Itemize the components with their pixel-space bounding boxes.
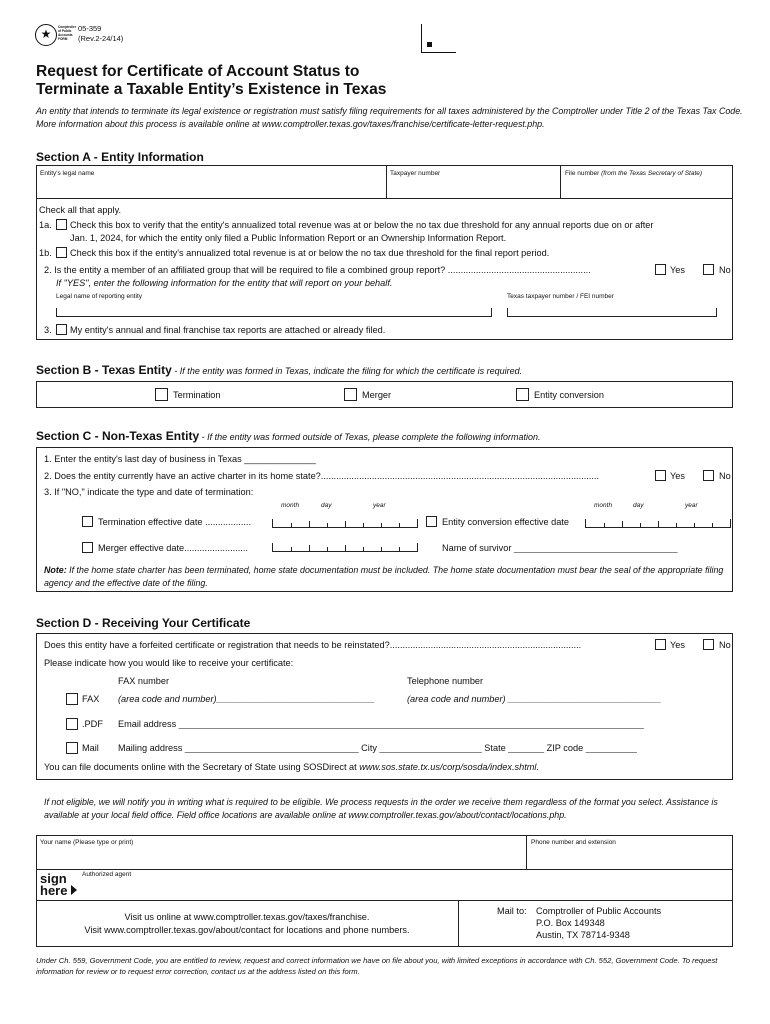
item-c1-text: 1. Enter the entity's last day of business in Texas ______________ <box>44 454 316 464</box>
section-c-note-block <box>44 564 724 590</box>
item-c2-no-checkbox[interactable] <box>703 470 714 481</box>
taxpayer-number-field[interactable] <box>387 180 559 198</box>
item-2-note: If "YES", enter the following information for the entity that will report on your behalf. <box>56 278 393 288</box>
here-label: here <box>40 883 68 898</box>
mail-checkbox[interactable] <box>66 742 78 754</box>
forfeited-question: Does this entity have a forfeited certificate or registration that needs to be reinstated?........................................................................... <box>44 640 582 650</box>
item-c3-text: 3. If "NO," indicate the type and date of termination: <box>44 487 254 497</box>
section-b-note: - If the entity was formed in Texas, indicate the filing for which the certificate is required. <box>171 366 523 376</box>
forfeited-no-label: No <box>719 640 731 650</box>
telephone-number-field[interactable]: (area code and number) ______________________________ <box>407 694 662 704</box>
item-1a-text-line1: Check this box to verify that the entity's annualized total revenue was at or below the no tax due threshold for any annual reports due on or after <box>70 220 654 230</box>
item-1a-checkbox[interactable] <box>56 219 67 230</box>
visit-online-text <box>38 912 456 922</box>
forfeited-no-checkbox[interactable] <box>703 639 714 650</box>
date-label-day-1: day <box>321 502 332 509</box>
item-c2-no-label: No <box>719 471 731 481</box>
corner-mark <box>421 24 456 53</box>
item-3-num: 3. <box>44 325 52 335</box>
date-label-month-2: month <box>594 502 613 509</box>
legal-name-field[interactable] <box>37 180 385 198</box>
termination-label: Termination <box>173 390 221 400</box>
fax-label: FAX <box>82 694 100 704</box>
item-2-no-checkbox[interactable] <box>703 264 714 275</box>
page-title-line1: Request for Certificate of Account Status to <box>36 63 360 80</box>
entity-conversion-label: Entity conversion <box>534 390 604 400</box>
email-field[interactable]: Email address ___________________________________________________________________________________________ <box>118 719 644 729</box>
sign-here-arrow-icon <box>71 885 77 895</box>
pdf-label: .PDF <box>82 719 103 729</box>
page-title-line2: Terminate a Taxable Entity’s Existence in Texas <box>36 81 387 98</box>
mail-to-label: Mail to: <box>497 906 527 916</box>
date-label-month-1: month <box>281 502 300 509</box>
date-label-year-2: year <box>685 502 698 509</box>
section-c-heading <box>36 429 541 443</box>
visit-line2: Visit www.comptroller.texas.gov/about/contact for locations and phone numbers. <box>84 925 410 935</box>
intro-text: An entity that intends to terminate its legal existence or registration must satisfy filing requirements for all taxes administered by the Comptroller under Title 2 of the Texas Tax Code. More information about this process is available online at www.comptroller.texas.gov/taxes/franchise/certificate-letter-request.php. <box>36 106 743 129</box>
merger-label: Merger <box>362 390 392 400</box>
reporting-entity-field[interactable] <box>56 308 492 317</box>
merger-checkbox[interactable] <box>344 388 357 401</box>
your-name-field[interactable] <box>37 848 525 868</box>
section-d-heading: Section D - Receiving Your Certificate <box>36 616 251 630</box>
file-number-note: (from the Texas Secretary of State) <box>601 170 703 177</box>
termination-date-checkbox[interactable] <box>82 516 93 527</box>
termination-checkbox[interactable] <box>155 388 168 401</box>
conversion-date-checkbox[interactable] <box>426 516 437 527</box>
mail-address-line1: Comptroller of Public Accounts <box>536 906 662 916</box>
mail-label: Mail <box>82 743 99 753</box>
entity-conversion-checkbox[interactable] <box>516 388 529 401</box>
telephone-number-header: Telephone number <box>407 676 484 686</box>
merger-date-label: Merger effective date......................... <box>98 543 248 553</box>
fei-label: Texas taxpayer number / FEI number <box>507 293 614 300</box>
sosdirect-lead: You can file documents online with the Secretary of State using SOSDirect at <box>44 762 360 772</box>
item-c2-text: 2. Does the entity currently have an active charter in its home state?............................................................................................................. <box>44 471 600 481</box>
forfeited-yes-checkbox[interactable] <box>655 639 666 650</box>
fax-number-header: FAX number <box>118 676 170 686</box>
item-1b-num: 1b. <box>39 248 52 258</box>
seal-text: Comptroller of Public Accounts FORM <box>58 25 77 41</box>
section-c-note: - If the entity was formed outside of Texas, please complete the following information. <box>199 432 541 442</box>
file-number-text: File number <box>565 170 600 177</box>
item-3-text: My entity's annual and final franchise tax reports are attached or already filed. <box>70 325 386 335</box>
sign-label: sign <box>40 871 67 886</box>
forfeited-yes-label: Yes <box>670 640 685 650</box>
date-label-day-2: day <box>633 502 644 509</box>
termination-date-field[interactable] <box>272 519 418 528</box>
section-c-title: Section C - Non-Texas Entity <box>36 429 200 443</box>
mail-address-line3: Austin, TX 78714-9348 <box>536 930 630 940</box>
conversion-date-label: Entity conversion effective date <box>442 517 569 527</box>
file-number-label <box>565 170 702 177</box>
sosdirect-link[interactable]: www.sos.state.tx.us/corp/sosda/index.shtml. <box>359 762 540 772</box>
section-b-heading <box>36 363 522 377</box>
fax-checkbox[interactable] <box>66 693 78 705</box>
fei-field[interactable] <box>507 308 717 317</box>
pdf-checkbox[interactable] <box>66 718 78 730</box>
item-c2-yes-checkbox[interactable] <box>655 470 666 481</box>
section-a-heading: Section A - Entity Information <box>36 150 204 164</box>
legal-name-label: Entity's legal name <box>40 170 95 177</box>
merger-date-field[interactable] <box>272 543 418 552</box>
conversion-date-field[interactable] <box>585 519 731 528</box>
taxpayer-number-label: Taxpayer number <box>390 170 441 177</box>
file-number-field[interactable] <box>561 180 732 198</box>
termination-date-label: Termination effective date .................. <box>98 517 252 527</box>
form-revision: (Rev.2-24/14) <box>78 34 124 43</box>
merger-date-checkbox[interactable] <box>82 542 93 553</box>
item-1b-text: Check this box if the entity's annualized total revenue is at or below the no tax due threshold for the final report period. <box>70 248 550 258</box>
your-name-label: Your name (Please type or print) <box>40 839 134 846</box>
eligibility-text: If not eligible, we will notify you in writing what is required to be eligible. We process requests in the order we receive them regardless of the format you select. Assistance is available at your local field office. Field office locations are available online at www.comptroller.texas.gov/about/contact/locations.php. <box>44 797 718 820</box>
mailing-address-field[interactable]: Mailing address __________________________________ City ____________________ State _______ ZIP code __________ <box>118 743 637 753</box>
note-label: Note: <box>44 565 67 575</box>
form-number: 05-359 <box>78 24 102 33</box>
signature-field[interactable] <box>80 878 732 899</box>
item-2-yes-checkbox[interactable] <box>655 264 666 275</box>
seal-logo: ★ <box>35 24 57 46</box>
item-1a-text-line2: Jan. 1, 2024, for which the entity only filed a Public Information Report or an Ownership Information Report. <box>70 233 507 243</box>
phone-extension-field[interactable] <box>527 848 732 868</box>
item-c2-yes-label: Yes <box>670 471 685 481</box>
item-1a-num: 1a. <box>39 220 52 230</box>
corner-dot <box>427 42 432 47</box>
sosdirect-text <box>44 762 539 772</box>
item-3-checkbox[interactable] <box>56 324 67 335</box>
section-b-title: Section B - Texas Entity <box>36 363 172 377</box>
fax-number-field[interactable]: (area code and number)_______________________________ <box>118 694 375 704</box>
receive-method-text: Please indicate how you would like to receive your certificate: <box>44 658 294 668</box>
phone-extension-label: Phone number and extension <box>531 839 616 846</box>
mail-address-line2: P.O. Box 149348 <box>536 918 605 928</box>
item-1b-checkbox[interactable] <box>56 247 67 258</box>
reporting-entity-label: Legal name of reporting entity <box>56 293 142 300</box>
check-all-text: Check all that apply. <box>39 205 122 215</box>
visit-line1: Visit us online at www.comptroller.texas.gov/taxes/franchise. <box>124 912 370 922</box>
item-2-text: 2. Is the entity a member of an affiliated group that will be required to file a combined group report? ........................................................ <box>44 265 591 275</box>
survivor-name-field[interactable]: Name of survivor ________________________________ <box>442 543 678 553</box>
date-label-year-1: year <box>373 502 386 509</box>
authorized-agent-label: Authorized agent <box>82 871 132 878</box>
visit-contact-text <box>38 925 456 935</box>
note-text: If the home state charter has been terminated, home state documentation must be included. The home state documentation must bear the seal of the appropriate filing agency and the effective date of the filing. <box>44 565 724 588</box>
item-2-no-label: No <box>719 265 731 275</box>
legal-notice: Under Ch. 559, Government Code, you are entitled to review, request and correct information we have on file about you, with limited exceptions in accordance with Ch. 552, Government Code. To request information for review or to request error correction, contact us at the address listed on this form. <box>36 956 718 976</box>
section-d-box <box>36 633 733 780</box>
item-2-yes-label: Yes <box>670 265 685 275</box>
